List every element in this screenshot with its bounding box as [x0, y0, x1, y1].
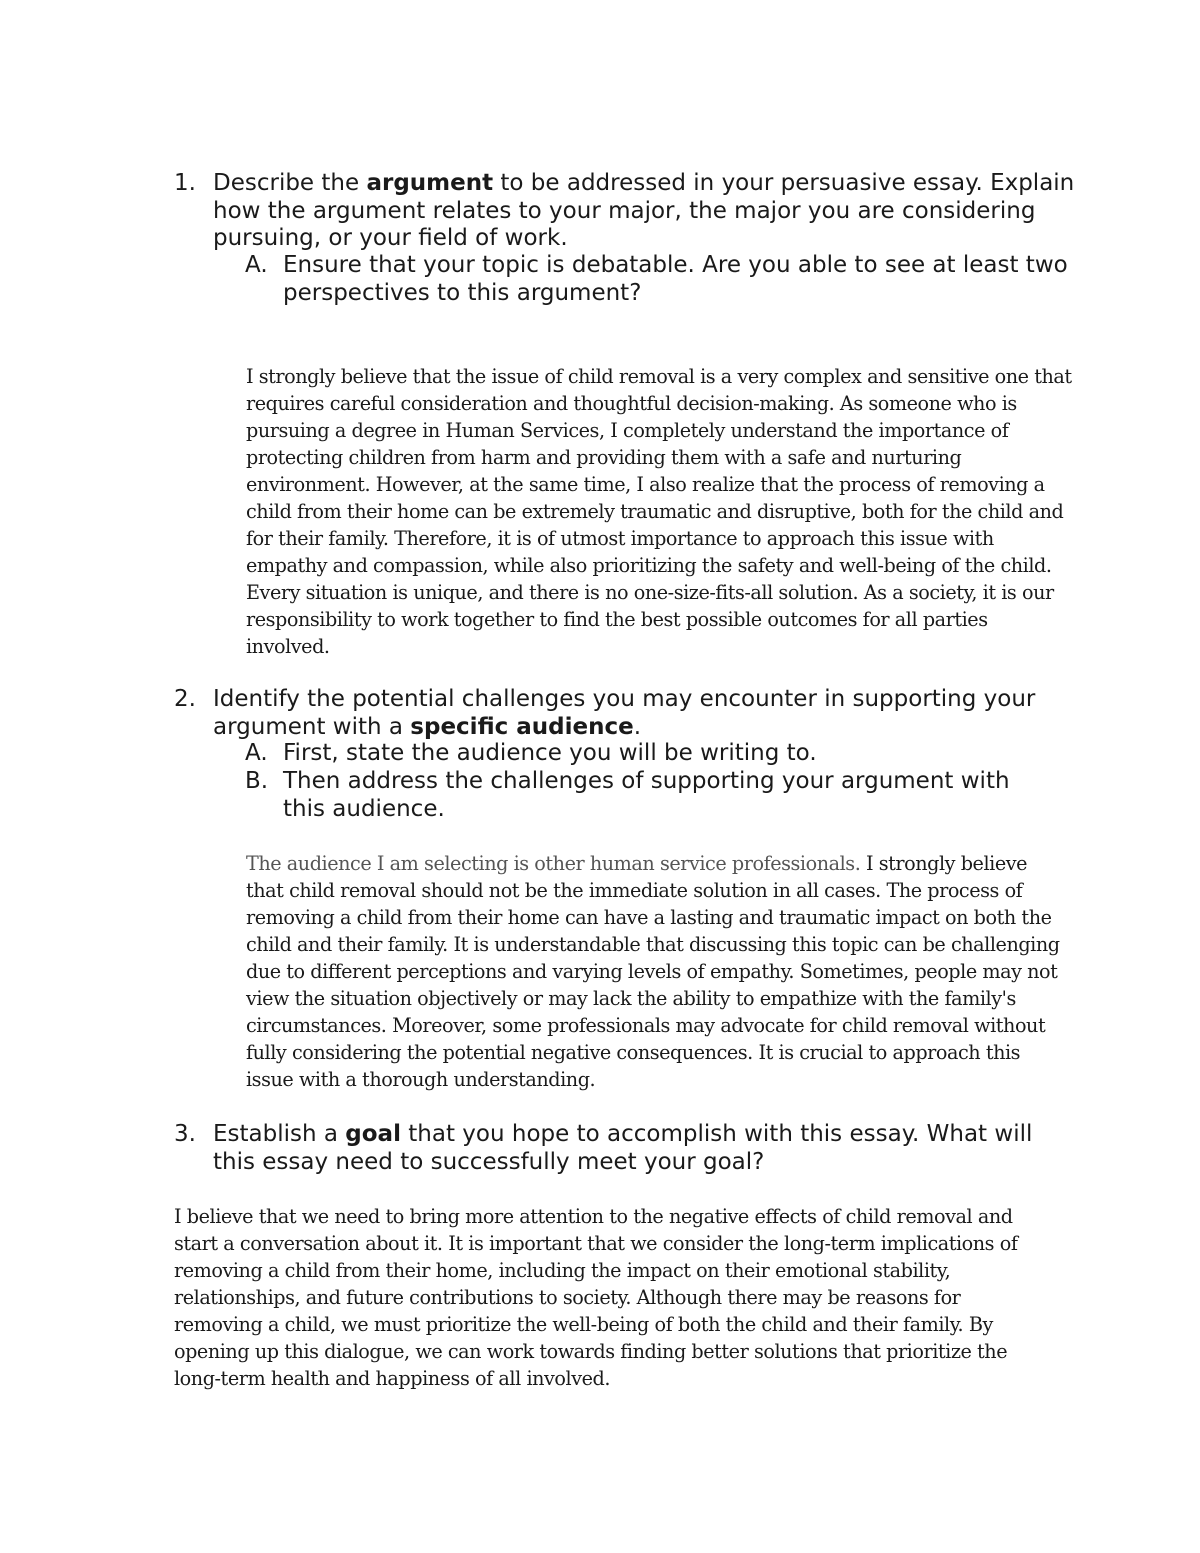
question-2a-letter: A. — [245, 740, 268, 766]
question-2-number: 2. — [174, 686, 196, 712]
answer-2-body: I strongly believe that child removal should not be the immediate solution in all cases. The process of removing a child from their home can have a lasting and traumatic impact on both the child and their family. It is understandable that discussing this topic can be challenging due to different perceptions and varying levels of empathy. Sometimes, people may not view the situation objectively or may lack the ability to empathize with the family's circumstances. Moreover, some professionals may advocate for child removal without fully considering the potential negative consequences. It is crucial to approach this issue with a thorough understanding. — [246, 852, 1060, 1091]
question-1-keyword: argument — [366, 170, 494, 196]
answer-2 — [246, 850, 1066, 1093]
question-3-text-a: Establish a — [213, 1121, 346, 1147]
question-3-number: 3. — [174, 1121, 196, 1147]
question-1a-letter: A. — [245, 252, 268, 278]
answer-1: I strongly believe that the issue of child removal is a very complex and sensitive one that requires careful consideration and thoughtful decision-making. As someone who is pursuing a degree in Human Services, I completely understand the importance of protecting children from harm and providing them with a safe and nurturing environment. However, at the same time, I also realize that the process of removing a child from their home can be extremely traumatic and disruptive, both for the child and for their family. Therefore, it is of utmost importance to approach this issue with empathy and compassion, while also prioritizing the safety and well-being of the child. Every situation is unique, and there is no one-size-fits-all solution. As a society, it is our responsibility to work together to find the best possible outcomes for all parties involved. — [246, 365, 1072, 658]
question-2-keyword: specific audience — [410, 713, 634, 740]
question-2-text-b: . — [633, 713, 642, 740]
question-1-number: 1. — [174, 170, 196, 196]
answer-3: I believe that we need to bring more attention to the negative effects of child removal and start a conversation about it. It is important that we consider the long-term implications of removing a child from their home, including the impact on their emotional stability, relationships, and future contributions to society. Although there may be reasons for removing a child, we must prioritize the well-being of both the child and their family. By opening up this dialogue, we can work towards finding better solutions that prioritize the long-term health and happiness of all involved. — [174, 1205, 1018, 1390]
question-2-text-a: Identify the potential challenges you may encounter in supporting your argument with a — [213, 686, 1036, 740]
question-3-keyword: goal — [345, 1121, 401, 1147]
answer-2-audience: The audience I am selecting is other human service professionals. — [246, 852, 861, 875]
question-2b-letter: B. — [245, 768, 269, 794]
question-2-text — [213, 686, 1088, 741]
question-1-text-a: Describe the — [213, 170, 367, 196]
question-1-text-b: to be addressed in your persuasive essay. Explain how the argument relates to your major, the major you are considering pursuing, or your field of work. — [213, 170, 1075, 251]
question-2a-text: First, state the audience you will be writing to. — [283, 740, 817, 766]
question-2b-text: Then address the challenges of supporting your argument with this audience. — [283, 768, 1010, 822]
question-1-text — [213, 170, 1093, 253]
question-3-text-b: that you hope to accomplish with this essay. What will this essay need to successfully meet your goal? — [213, 1121, 1033, 1175]
question-3-text — [213, 1121, 1073, 1176]
question-1a-text: Ensure that your topic is debatable. Are you able to see at least two perspectives to this argument? — [283, 252, 1068, 306]
